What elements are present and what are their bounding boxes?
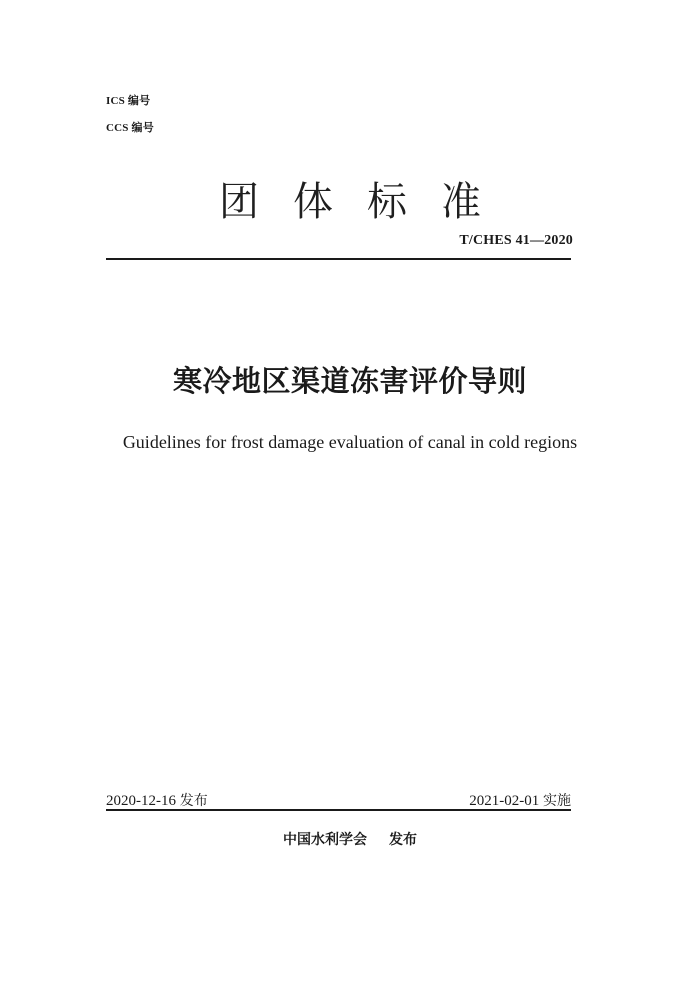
implement-date-value: 2021-02-01 [469,793,540,809]
publisher-name: 中国水利学会 [283,832,367,848]
implement-date [469,790,571,810]
document-type-heading [0,170,700,227]
doc-type-char: 标 [367,179,407,225]
chinese-title: 寒冷地区渠道冻害评价导则 [172,364,527,398]
footer-divider [106,809,571,811]
publisher-action: 发布 [389,832,417,848]
doc-type-char: 体 [293,179,333,225]
implement-label: 实施 [543,793,571,809]
ics-number-label: ICS 编号 [106,95,151,107]
publisher-line [0,829,700,849]
english-title: Guidelines for frost damage evaluation of canal in cold regions [122,432,578,452]
release-date-value: 2020-12-16 [106,793,176,809]
doc-type-char: 准 [441,179,481,225]
release-label: 发布 [179,793,208,809]
release-date [106,790,208,810]
header-divider [106,258,571,260]
doc-type-char: 团 [219,179,259,225]
ccs-number-label: CCS 编号 [106,122,154,134]
standard-code: T/CHES 41—2020 [459,233,573,248]
